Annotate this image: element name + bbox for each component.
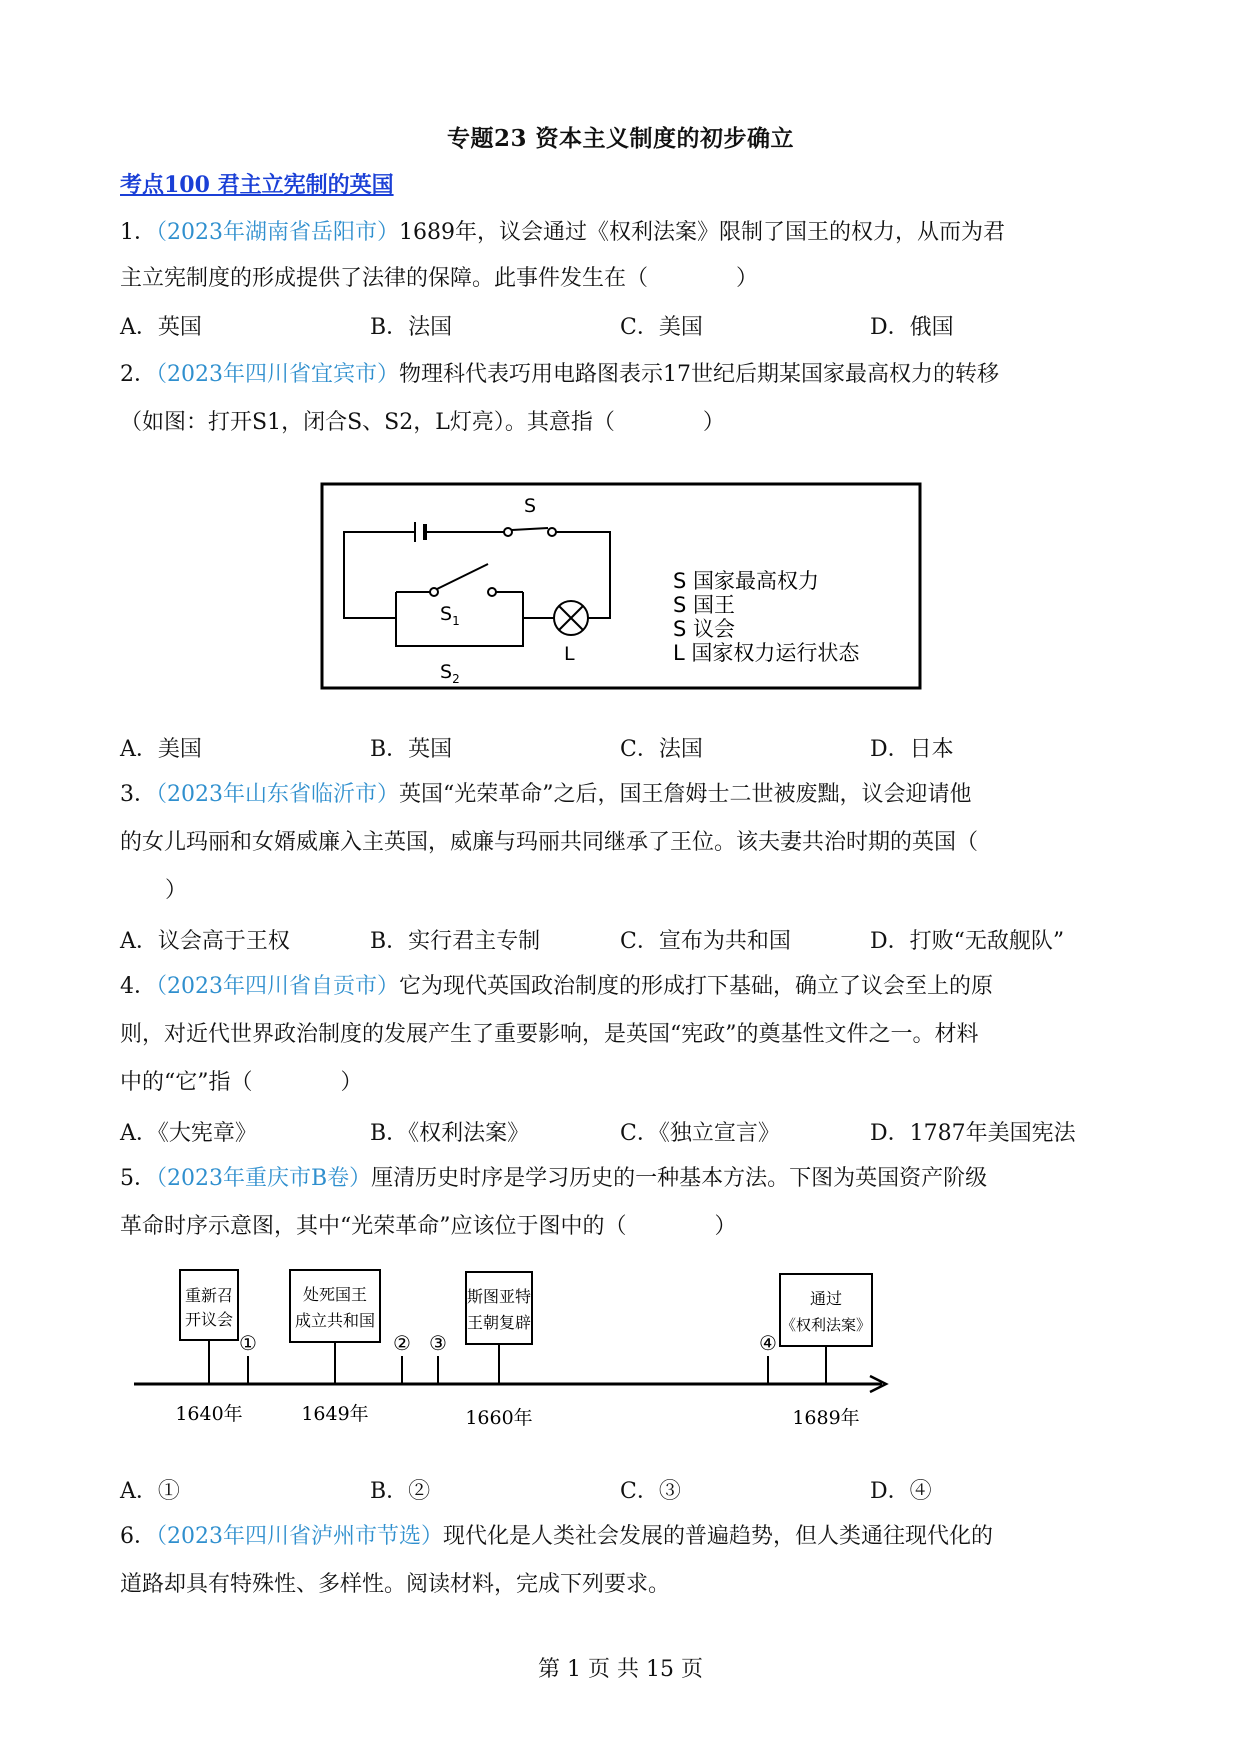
q4-option-a[interactable]: A．《大宪章》 bbox=[120, 1121, 257, 1146]
q1-option-d[interactable]: D．俄国 bbox=[870, 315, 954, 340]
q6-source: （2023年四川省泸州市节选） bbox=[156, 1524, 443, 1549]
q4-line3: 中的“它”指（ ） bbox=[120, 1070, 363, 1095]
switch-s1-label: $S_1$ bbox=[440, 603, 460, 628]
switch-s2-label: $S_2$ bbox=[440, 661, 460, 686]
q4-number: 4． bbox=[120, 974, 156, 999]
q4-option-d[interactable]: D．1787年美国宪法 bbox=[870, 1121, 1076, 1146]
timeline-box-4-text-b: 《权利法案》 bbox=[780, 1316, 872, 1334]
timeline-year-3: 1660年 bbox=[465, 1407, 533, 1429]
timeline-box-4-text-a: 通过 bbox=[809, 1289, 843, 1308]
q4-option-b[interactable]: B．《权利法案》 bbox=[370, 1121, 530, 1146]
switch-s1-contact2 bbox=[488, 588, 496, 596]
q5-number: 5． bbox=[120, 1166, 156, 1191]
legend-item-4: L 国家权力运行状态 bbox=[673, 641, 860, 665]
section-heading-link[interactable]: 考点100 君主立宪制的英国 bbox=[120, 172, 394, 198]
q5-line2: 革命时序示意图，其中“光荣革命”应该位于图中的（ ） bbox=[120, 1214, 737, 1239]
q1-option-a[interactable]: A．英国 bbox=[120, 315, 202, 340]
q6-line1: 6．（2023年四川省泸州市节选）现代化是人类社会发展的普遍趋势，但人类通往现代化的 bbox=[120, 1524, 994, 1549]
timeline-marker-3: ③ bbox=[429, 1331, 447, 1355]
timeline-box-3 bbox=[466, 1272, 532, 1344]
switch-s-blade bbox=[512, 528, 548, 530]
q4-source: （2023年四川省自贡市） bbox=[156, 974, 399, 999]
q4-line1: 4．（2023年四川省自贡市）它为现代英国政治制度的形成打下基础，确立了议会至上的原 bbox=[120, 974, 994, 999]
q1-line1: 1．（2023年湖南省岳阳市）1689年，议会通过《权利法案》限制了国王的权力，从而为君 bbox=[120, 220, 1005, 245]
q5-options bbox=[120, 1474, 1120, 1504]
timeline-marker-2: ② bbox=[393, 1331, 411, 1355]
q6-line2: 道路却具有特殊性、多样性。阅读材料，完成下列要求。 bbox=[120, 1572, 671, 1597]
q1-line2: 主立宪制度的形成提供了法律的保障。此事件发生在（ ） bbox=[120, 266, 759, 291]
switch-s-contact1 bbox=[504, 528, 512, 536]
q3-source: （2023年山东省临沂市） bbox=[156, 782, 399, 807]
q5-line1: 5．（2023年重庆市B卷）厘清历史时序是学习历史的一种基本方法。下图为英国资产阶级 bbox=[120, 1166, 988, 1191]
q1-option-c[interactable]: C．美国 bbox=[620, 315, 703, 340]
switch-s-label: S bbox=[524, 495, 537, 517]
q5-option-d[interactable]: D．④ bbox=[870, 1479, 932, 1504]
q4-options bbox=[120, 1116, 1120, 1146]
timeline-box-1-text-b: 开议会 bbox=[184, 1310, 234, 1329]
legend-item-1: S 国家最高权力 bbox=[673, 569, 820, 593]
timeline-year-4: 1689年 bbox=[792, 1407, 860, 1429]
switch-s-contact2 bbox=[548, 528, 556, 536]
q4-line2: 则，对近代世界政治制度的发展产生了重要影响，是英国“宪政”的奠基性文件之一。材料 bbox=[120, 1022, 979, 1047]
q3-option-c[interactable]: C．宣布为共和国 bbox=[620, 929, 791, 954]
q5-option-c[interactable]: C．③ bbox=[620, 1479, 681, 1504]
timeline-year-1: 1640年 bbox=[175, 1403, 243, 1425]
q5-option-a[interactable]: A．① bbox=[120, 1479, 180, 1504]
q3-options bbox=[120, 924, 1120, 954]
timeline-marker-1: ① bbox=[239, 1331, 257, 1355]
q1-options bbox=[120, 310, 1120, 340]
page-footer: 第 1 页 共 15 页 bbox=[538, 1657, 703, 1682]
q2-options bbox=[120, 732, 1120, 762]
q4-option-c[interactable]: C．《独立宣言》 bbox=[620, 1121, 780, 1146]
q2-number: 2． bbox=[120, 362, 156, 387]
timeline-box-3-text-b: 王朝复辟 bbox=[466, 1313, 532, 1332]
q5-option-b[interactable]: B．② bbox=[370, 1479, 431, 1504]
timeline-diagram bbox=[130, 1262, 900, 1440]
timeline-box-1-text-a: 重新召 bbox=[184, 1286, 234, 1305]
timeline-box-2-text-b: 成立共和国 bbox=[294, 1311, 376, 1330]
timeline-box-2-text-a: 处死国王 bbox=[302, 1285, 368, 1304]
q2-line2: （如图：打开S1，闭合S、S2，L灯亮）。其意指（ ） bbox=[120, 410, 725, 435]
q2-option-d[interactable]: D．日本 bbox=[870, 737, 954, 762]
q3-line2: 的女儿玛丽和女婿威廉入主英国，威廉与玛丽共同继承了王位。该夫妻共治时期的英国（ bbox=[120, 830, 979, 855]
q2-source: （2023年四川省宜宾市） bbox=[156, 362, 399, 387]
legend-item-3: S 议会 bbox=[673, 617, 736, 641]
legend-item-2: S 国王 bbox=[673, 593, 736, 617]
q1-source: （2023年湖南省岳阳市） bbox=[156, 220, 399, 245]
q2-option-c[interactable]: C．法国 bbox=[620, 737, 703, 762]
q2-option-b[interactable]: B．英国 bbox=[370, 737, 453, 762]
wire-left bbox=[344, 532, 415, 618]
switch-s1-blade bbox=[437, 564, 488, 589]
q3-line1: 3．（2023年山东省临沂市）英国“光荣革命”之后，国王詹姆士二世被废黜，议会迎请他 bbox=[120, 782, 972, 807]
q1-option-b[interactable]: B．法国 bbox=[370, 315, 453, 340]
page-title: 专题23 资本主义制度的初步确立 bbox=[446, 125, 794, 152]
q3-option-a[interactable]: A．议会高于王权 bbox=[120, 929, 290, 954]
q2-option-a[interactable]: A．美国 bbox=[120, 737, 202, 762]
timeline-year-2: 1649年 bbox=[301, 1403, 369, 1425]
q3-option-d[interactable]: D．打败“无敌舰队” bbox=[870, 929, 1065, 954]
lamp-label: L bbox=[564, 643, 575, 665]
timeline-box-1 bbox=[180, 1270, 238, 1340]
circuit-diagram bbox=[318, 480, 928, 692]
timeline-marker-4: ④ bbox=[759, 1331, 777, 1355]
q6-number: 6． bbox=[120, 1524, 156, 1549]
switch-s1-contact1 bbox=[430, 588, 438, 596]
timeline-box-4 bbox=[780, 1274, 872, 1346]
q3-option-b[interactable]: B．实行君主专制 bbox=[370, 929, 541, 954]
q5-source: （2023年重庆市B卷） bbox=[156, 1166, 372, 1191]
timeline-box-2 bbox=[290, 1270, 380, 1342]
q1-number: 1． bbox=[120, 220, 156, 245]
q3-line3: ） bbox=[165, 878, 188, 903]
q2-line1: 2．（2023年四川省宜宾市）物理科代表巧用电路图表示17世纪后期某国家最高权力的转移 bbox=[120, 362, 999, 387]
timeline-box-3-text-a: 斯图亚特 bbox=[466, 1287, 532, 1306]
q3-number: 3． bbox=[120, 782, 156, 807]
